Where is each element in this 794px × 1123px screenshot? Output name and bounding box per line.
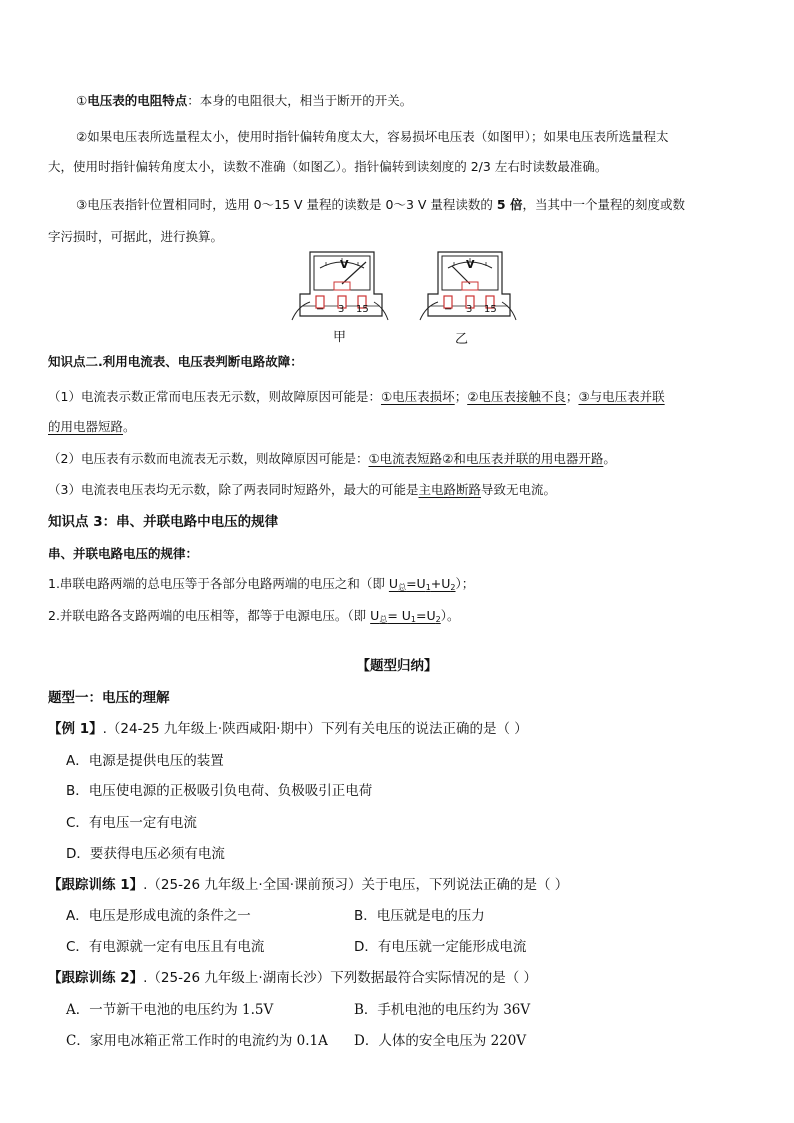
tracking-2-tag: 【跟踪训练 2】 xyxy=(48,970,144,986)
figure-label-jia: 甲 xyxy=(333,330,347,345)
tracking-1-option-b: B．电压就是电的压力 xyxy=(354,908,485,924)
kp2-item-1-sep-1: ； xyxy=(454,389,468,404)
note-1 xyxy=(76,92,412,110)
kp3-title: 知识点 3：串、并联电路中电压的规律 xyxy=(48,514,279,530)
formula-plus: +U xyxy=(430,576,451,591)
note-3-pre: ③电压表指针位置相同时，选用 0～15 V 量程的读数是 0～3 V 量程读数的 xyxy=(76,197,497,212)
note-2-line-2: 大，使用时指针偏转角度太小，读数不准确（如图乙）。指针偏转到读刻度的 2/3 左右时读数最准确。 xyxy=(48,159,608,174)
tracking-1-option-a: A．电压是形成电流的条件之一 xyxy=(66,908,251,924)
kp2-item-3-pre: （3）电流表电压表均无示数，除了两表同时短路外，最大的可能是 xyxy=(48,482,419,497)
tracking-1-stem xyxy=(48,876,568,894)
terminal-minus-yi: − xyxy=(444,304,453,315)
kp2-item-2 xyxy=(48,450,616,468)
kp2-item-1-pre: （1）电流表示数正常而电压表无示数，则故障原因可能是： xyxy=(48,389,381,404)
tracking-1-option-c: C．有电源就一定有电压且有电流 xyxy=(66,939,265,955)
formula-sub-1: 1 xyxy=(410,615,417,624)
kp3-rule-1-end: ）； xyxy=(455,576,475,591)
kp2-item-3-cause: 主电路断路 xyxy=(418,482,481,497)
tracking-1-text: .（25-26 九年级上·全国·课前预习）关于电压，下列说法正确的是（ ） xyxy=(143,877,569,893)
kp2-item-3-end: 导致无电流。 xyxy=(480,482,556,497)
example-1-option-d: D．要获得电压必须有电流 xyxy=(66,846,225,862)
example-1-option-b: B．电压使电源的正极吸引负电荷、负极吸引正电荷 xyxy=(66,783,373,799)
kp2-title: 知识点二.利用电流表、电压表判断电路故障： xyxy=(48,354,303,369)
kp2-item-3 xyxy=(48,481,556,499)
voltmeter-jia-symbol: V xyxy=(340,258,349,271)
note-3-post: ，当其中一个量程的刻度或数 xyxy=(522,197,685,212)
tracking-2-stem xyxy=(48,969,537,987)
figure-label-yi: 乙 xyxy=(455,332,469,347)
section-heading: 【题型归纳】 xyxy=(356,658,438,674)
kp2-item-1-cause-2: ②电压表接触不良 xyxy=(467,389,566,404)
tracking-2-option-d: D．人体的安全电压为 220V xyxy=(354,1033,527,1049)
kp3-subtitle: 串、并联电路电压的规律： xyxy=(48,546,199,561)
kp2-item-1-cause-1: ①电压表损坏 xyxy=(380,389,455,404)
kp2-item-2-causes: ①电流表短路②和电压表并联的用电器开路 xyxy=(368,451,604,466)
kp2-item-1-sep-2: ； xyxy=(565,389,579,404)
note-1-rest: ：本身的电阻很大，相当于断开的开关。 xyxy=(187,93,413,108)
tracking-2-option-c: C．家用电冰箱正常工作时的电流约为 0.1A xyxy=(66,1033,328,1049)
note-2-line-1: ②如果电压表所选量程太小，使用时指针偏转角度太大，容易损坏电压表（如图甲）；如果电压表所选量程太 xyxy=(76,129,669,144)
formula-u: U xyxy=(388,576,399,591)
voltmeter-yi-symbol: V xyxy=(466,258,475,271)
kp3-rule-1 xyxy=(48,575,474,597)
terminal-3-jia: 3 xyxy=(338,304,345,315)
terminal-15-jia: 15 xyxy=(356,304,369,315)
note-1-mark: ① xyxy=(76,93,88,108)
formula-sub-total: 总 xyxy=(379,615,388,624)
tracking-2-option-b: B．手机电池的电压约为 36V xyxy=(354,1002,531,1018)
example-1-option-a: A．电源是提供电压的装置 xyxy=(66,753,224,769)
kp3-rule-2 xyxy=(48,607,460,629)
kp3-rule-2-text: 2.并联电路各支路两端的电压相等，都等于电源电压。（即 xyxy=(48,608,371,623)
kp2-item-2-end: 。 xyxy=(603,451,616,466)
tracking-2-text: .（25-26 九年级上·湖南长沙）下列数据最符合实际情况的是（ ） xyxy=(143,970,537,986)
kp2-item-1-end: 。 xyxy=(123,419,136,434)
kp2-item-2-pre: （2）电压表有示数而电流表无示数，则故障原因可能是： xyxy=(48,451,369,466)
formula-eq: =U xyxy=(406,576,426,591)
formula-sub-1: 1 xyxy=(425,583,431,592)
note-1-bold: 电压表的电阻特点 xyxy=(87,93,188,108)
tracking-1-tag: 【跟踪训练 1】 xyxy=(48,877,144,893)
example-1-text: .（24-25 九年级上·陕西咸阳·期中）下列有关电压的说法正确的是（ ） xyxy=(102,721,528,737)
kp2-item-1-cont xyxy=(48,418,136,436)
kp3-rule-1-formula xyxy=(389,576,456,591)
tracking-2-option-a: A．一节新干电池的电压约为 1.5V xyxy=(66,1002,274,1018)
kp3-rule-2-formula xyxy=(370,608,441,623)
formula-u: U xyxy=(370,608,380,623)
terminal-15-yi: 15 xyxy=(484,304,497,315)
kp2-item-1-cause-3: ③与电压表并联 xyxy=(578,389,665,404)
example-1-option-c: C．有电压一定有电流 xyxy=(66,815,197,831)
formula-eq: = U xyxy=(387,608,411,623)
note-3-line-2: 字污损时，可据此，进行换算。 xyxy=(48,229,224,244)
note-3-bold: 5 倍 xyxy=(496,197,523,212)
kp2-item-1-cause-3-cont: 的用电器短路 xyxy=(48,419,124,434)
formula-sub-2: 2 xyxy=(435,615,441,624)
formula-eq-2: =U xyxy=(416,608,436,623)
formula-sub-total: 总 xyxy=(398,583,407,592)
kp3-rule-1-text: 1.串联电路两端的总电压等于各部分电路两端的电压之和（即 xyxy=(48,576,389,591)
terminal-minus-jia: − xyxy=(316,304,325,315)
kp3-rule-2-end: ）。 xyxy=(440,608,460,623)
terminal-3-yi: 3 xyxy=(466,304,473,315)
kp2-item-1 xyxy=(48,388,665,406)
question-type-1: 题型一：电压的理解 xyxy=(48,690,170,706)
formula-sub-2: 2 xyxy=(450,583,456,592)
note-3-line-1 xyxy=(76,196,685,214)
example-1-tag: 【例 1】 xyxy=(48,721,103,737)
tracking-1-option-d: D．有电压就一定能形成电流 xyxy=(354,939,527,955)
example-1-stem xyxy=(48,720,528,738)
